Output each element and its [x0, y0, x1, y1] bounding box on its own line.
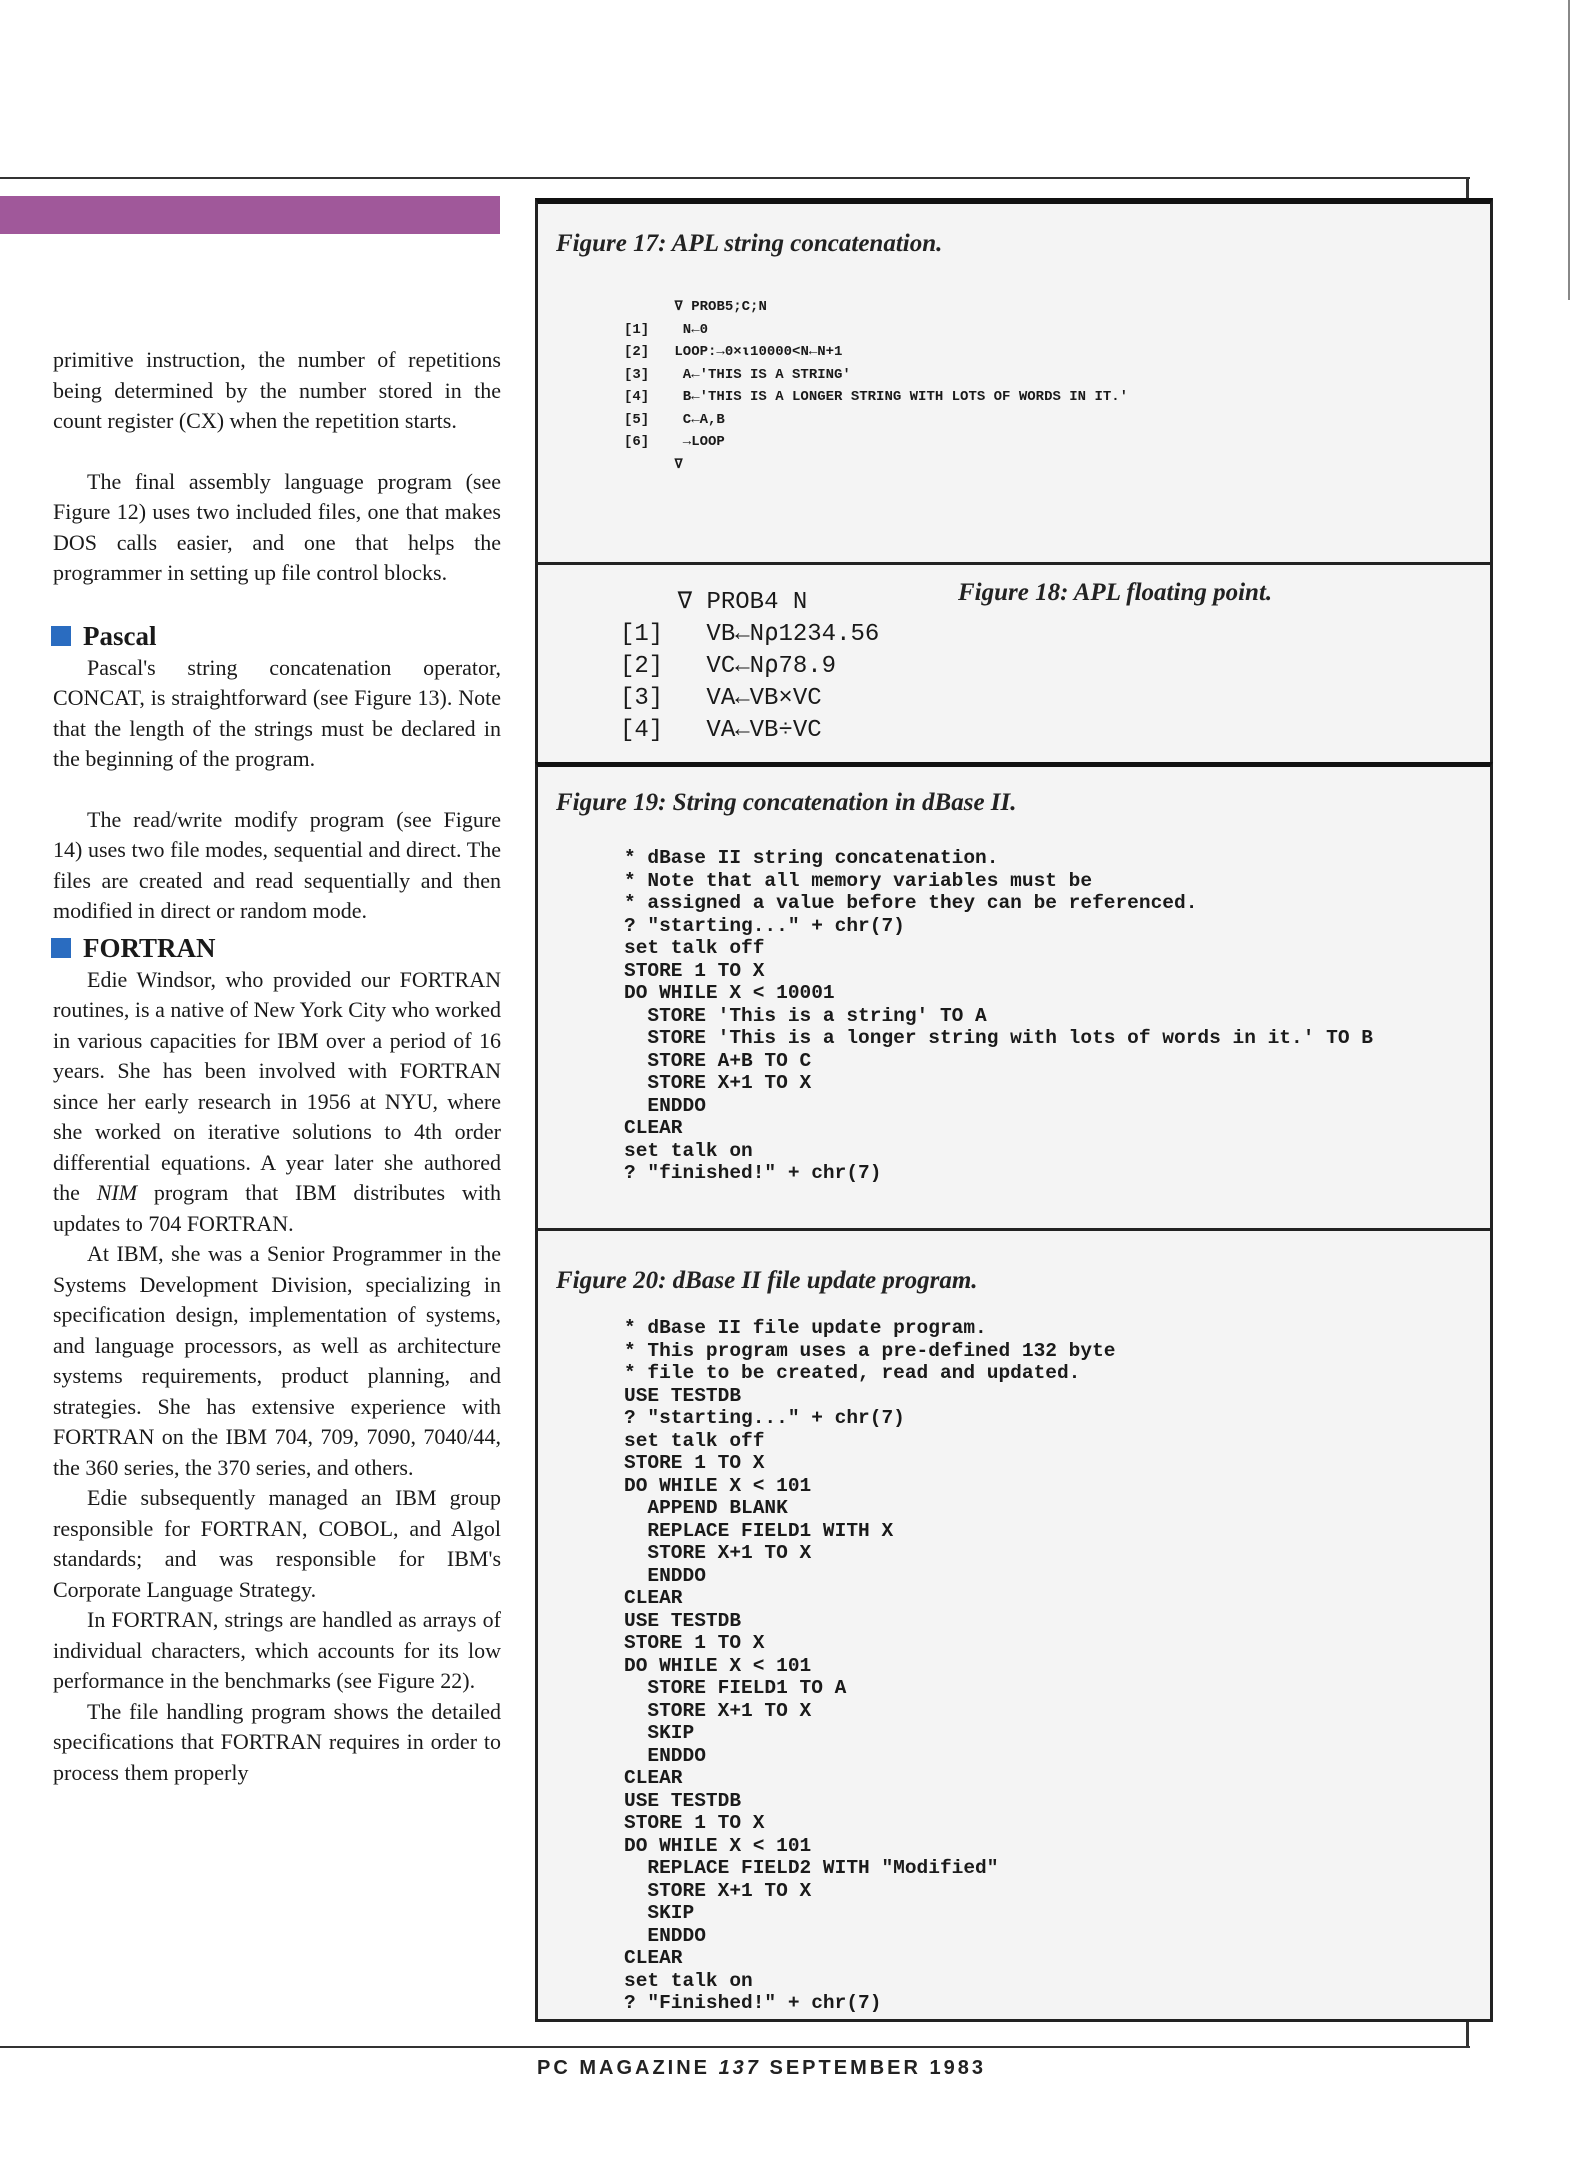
figure-18-box — [535, 562, 1493, 762]
section-heading-fortran — [51, 931, 501, 965]
paragraph: Pascal's string concatenation operator, CONCAT, is straightforward (see Figure 13). Note that the length of the strings must be declared in the beginning of the program. — [53, 654, 501, 771]
figure-17-box — [535, 198, 1493, 562]
figure-caption: Figure 17: APL string concatenation. — [556, 230, 943, 257]
page-number: 137 — [718, 2057, 761, 2079]
magazine-name: PC MAGAZINE — [537, 2057, 710, 2079]
issue-date: SEPTEMBER 1983 — [769, 2057, 987, 2079]
top-rule — [0, 177, 1470, 179]
paragraph: The final assembly language program (see Figure 12) uses two included files, one that makes DOS calls easier, and one that helps the programmer in setting up file control blocks. — [53, 468, 501, 585]
article-text-column — [53, 345, 501, 1788]
paragraph: Edie subsequently managed an IBM group responsible for FORTRAN, COBOL, and Algol standards; and was responsible for IBM's Corporate Language Strategy. — [53, 1485, 501, 1602]
paragraph: The file handling program shows the detailed specifications that FORTRAN requires in order to process them properly — [53, 1698, 501, 1785]
heading-label: FORTRAN — [83, 932, 216, 963]
figure-code: ∇ PROB5;C;N [1] N←0 [2] LOOP:→0×⍳10000<N←N+1 [3] A←'THIS IS A STRING' [4] B←'THIS IS A LONGER STRING WITH LOTS OF WORDS IN IT.' [5] C←A,B [6] →LOOP ∇ — [624, 299, 1129, 473]
section-color-bar — [0, 196, 500, 234]
section-heading-pascal — [51, 619, 501, 653]
paragraph: The read/write modify program (see Figure 14) uses two file modes, sequential and direct. The files are created and read sequentially and then modified in direct or random mode. — [53, 806, 501, 923]
figure-20-box — [535, 1228, 1493, 2022]
figure-code: * dBase II string concatenation. * Note that all memory variables must be * assigned a value before they can be referenced. ? "starting..." + chr(7) set talk off STORE 1 TO X DO WHILE X < 10001 STORE 'This is a string' TO A STORE 'This is a longer string with lots of words in it.' TO B STORE A+B TO C STORE X+1 TO X ENDDO CLEAR set talk on ? "finished!" + chr(7) — [624, 847, 1373, 1184]
square-bullet-icon — [51, 626, 71, 646]
page-edge-mark — [1568, 0, 1570, 300]
paragraph: Edie Windsor, who provided our FORTRAN routines, is a native of New York City who worked in various capacities for IBM over a period of 16 years. She has been involved with FORTRAN since her early research in 1956 at NYU, where she worked on iterative solutions to 4th order differential equations. A year later she authored the NIM program that IBM distributes with updates to 704 FORTRAN. — [53, 966, 501, 1236]
paragraph: primitive instruction, the number of repetitions being determined by the number stored in the count register (CX) when the repetition starts. — [53, 347, 501, 433]
figure-code: ∇ PROB4 N [1] VB←N⍴1234.56 [2] VC←N⍴78.9 [3] VA←VB×VC [4] VA←VB÷VC — [620, 589, 880, 744]
heading-label: Pascal — [83, 620, 157, 651]
page-footer — [537, 2057, 986, 2080]
bottom-rule — [0, 2046, 1470, 2048]
paragraph: In FORTRAN, strings are handled as arrays of individual characters, which accounts for its low performance in the benchmarks (see Figure 22). — [53, 1607, 501, 1693]
figure-caption: Figure 19: String concatenation in dBase II. — [556, 789, 1017, 816]
figure-19-box — [535, 762, 1493, 1228]
square-bullet-icon — [51, 938, 71, 958]
figure-code: * dBase II file update program. * This program uses a pre-defined 132 byte * file to be created, read and updated. USE TESTDB ? "starting..." + chr(7) set talk off STORE 1 TO X DO WHILE X < 101 APPEND BLANK REPLACE FIELD1 WITH X STORE X+1 TO X ENDDO CLEAR USE TESTDB STORE 1 TO X DO WHILE X < 101 STORE FIELD1 TO A STORE X+1 TO X SKIP ENDDO CLEAR USE TESTDB STORE 1 TO X DO WHILE X < 101 REPLACE FIELD2 WITH "Modified" STORE X+1 TO X SKIP ENDDO CLEAR set talk on ? "Finished!" + chr(7) — [624, 1317, 1116, 2014]
figure-caption: Figure 18: APL floating point. — [958, 579, 1273, 606]
figure-caption: Figure 20: dBase II file update program. — [556, 1267, 978, 1294]
paragraph: At IBM, she was a Senior Programmer in the Systems Development Division, specializing in specification design, implementation of systems, and language processors, as well as architecture systems requirements, product planning, and strategies. She has extensive experience with FORTRAN on the IBM 704, 709, 7090, 7040/44, the 360 series, the 370 series, and others. — [53, 1241, 501, 1480]
